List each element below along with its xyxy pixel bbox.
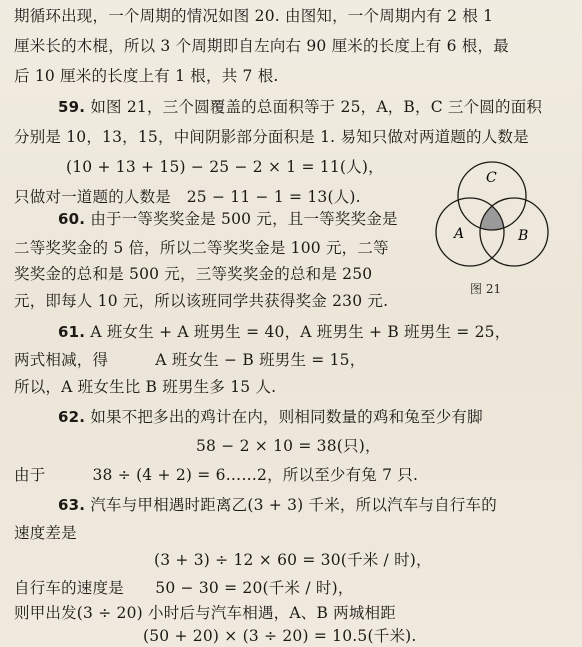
label-b: B — [518, 228, 529, 244]
text-line: 两式相减，得 A 班女生 − B 班男生 = 15， — [14, 351, 366, 369]
text-line: 奖奖金的总和是 500 元，三等奖奖金的总和是 250 — [14, 265, 373, 283]
problem-number: 61. — [58, 323, 86, 341]
text-line: 二等奖奖金的 5 倍，所以二等奖奖金是 100 元，二等 — [14, 239, 389, 257]
problem-60 — [58, 209, 398, 229]
text-line: A 班女生 + A 班男生 = 40，A 班男生 + B 班男生 = 25， — [90, 323, 511, 341]
equation: 58 − 2 × 10 = 38(只)， — [196, 437, 381, 455]
text-line: 由于一等奖奖金是 500 元，且一等奖奖金是 — [90, 210, 398, 228]
text-line: 如果不把多出的鸡计在内，则相同数量的鸡和兔至少有脚 — [90, 408, 483, 426]
problem-number: 60. — [58, 210, 86, 228]
equation: (3 + 3) ÷ 12 × 60 = 30(千米 / 时)， — [154, 551, 432, 569]
text-line: 所以，A 班女生比 B 班男生多 15 人. — [14, 378, 277, 396]
label-a: A — [454, 226, 465, 242]
text-line: 期循环出现，一个周期的情况如图 20. 由图知，一个周期内有 2 根 1 — [14, 7, 494, 25]
problem-number: 62. — [58, 408, 86, 426]
venn-diagram-figure — [428, 158, 568, 280]
problem-62 — [58, 407, 483, 427]
problem-number: 63. — [58, 496, 86, 514]
figure-caption: 图 21 — [470, 282, 502, 296]
text-line: 元，即每人 10 元，所以该班同学共获得奖金 230 元. — [14, 292, 389, 310]
equation: (50 + 20) × (3 ÷ 20) = 10.5(千米). — [143, 627, 417, 645]
text-line: 汽车与甲相遇时距离乙(3 + 3) 千米，所以汽车与自行车的 — [90, 496, 497, 514]
label-c: C — [486, 170, 497, 186]
circle-a — [436, 198, 504, 266]
text-line: 由于 38 ÷ (4 + 2) = 6……2，所以至少有兔 7 只. — [14, 466, 419, 484]
problem-number: 59. — [58, 98, 86, 116]
problem-59 — [58, 97, 542, 117]
text-line: 厘米长的木棍，所以 3 个周期即自左向右 90 厘米的长度上有 6 根，最 — [14, 37, 509, 55]
text-line: 则甲出发(3 ÷ 20) 小时后与汽车相遇，A、B 两城相距 — [14, 604, 396, 622]
text-line: 如图 21，三个圆覆盖的总面积等于 25，A，B，C 三个圆的面积 — [90, 98, 543, 116]
text-line: 速度差是 — [14, 524, 77, 542]
problem-63 — [58, 495, 497, 515]
text-line: 只做对一道题的人数是 25 − 11 − 1 = 13(人). — [14, 188, 361, 206]
equation: (10 + 13 + 15) − 25 − 2 × 1 = 11(人)， — [66, 158, 384, 176]
problem-61 — [58, 322, 510, 342]
circle-b — [480, 198, 548, 266]
text-line: 后 10 厘米的长度上有 1 根，共 7 根. — [14, 67, 279, 85]
text-line: 自行车的速度是 50 − 30 = 20(千米 / 时)， — [14, 579, 354, 597]
text-line: 分别是 10，13，15，中间阴影部分面积是 1. 易知只做对两道题的人数是 — [14, 128, 529, 146]
